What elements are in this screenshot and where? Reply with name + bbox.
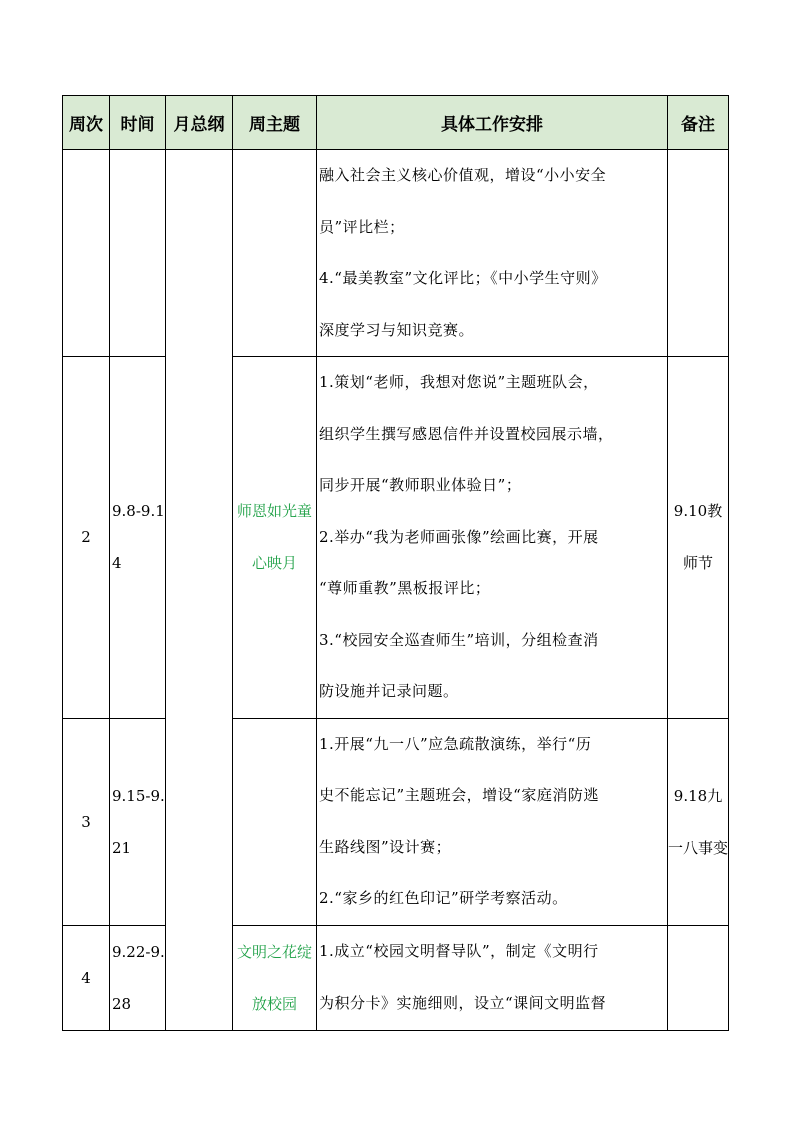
header-week-theme: 周主题 bbox=[233, 96, 317, 150]
work-line: 2.举办“我为老师画张像”绘画比赛，开展 bbox=[319, 527, 599, 546]
note-cell bbox=[668, 150, 729, 357]
note-cell bbox=[668, 925, 729, 1030]
work-line: 防设施并记录问题。 bbox=[319, 682, 459, 700]
theme-cell bbox=[233, 718, 317, 925]
theme-cell: 文明之花绽放校园 bbox=[233, 925, 317, 1030]
table-row bbox=[63, 925, 729, 1030]
header-note: 备注 bbox=[668, 96, 729, 150]
work-cell bbox=[317, 357, 668, 719]
work-cell bbox=[317, 718, 668, 925]
work-line: 3.“校园安全巡查师生”培训，分组检查消 bbox=[319, 630, 599, 649]
work-line: 组织学生撰写感恩信件并设置校园展示墙， bbox=[319, 424, 614, 443]
work-line: 融入社会主义核心价值观，增设“小小安全 bbox=[319, 166, 607, 184]
work-line: 1.策划“老师，我想对您说”主题班队会， bbox=[319, 373, 599, 391]
time-cell: 9.15-9.21 bbox=[110, 718, 166, 925]
work-line: 2.“家乡的红色印记”研学考察活动。 bbox=[319, 889, 568, 907]
time-cell: 9.22-9.28 bbox=[110, 925, 166, 1030]
work-line: “尊师重教”黑板报评比； bbox=[319, 579, 491, 597]
table-header-row bbox=[63, 96, 729, 150]
table-row bbox=[63, 718, 729, 925]
schedule-table bbox=[62, 95, 729, 1031]
work-cell bbox=[317, 150, 668, 357]
month-outline-cell bbox=[166, 150, 233, 1031]
work-line: 史不能忘记”主题班会，增设“家庭消防逃 bbox=[319, 786, 599, 804]
week-cell: 4 bbox=[63, 925, 110, 1030]
week-cell: 3 bbox=[63, 718, 110, 925]
work-line: 4.“最美教室”文化评比；《中小学生守则》 bbox=[319, 269, 607, 287]
theme-cell bbox=[233, 150, 317, 357]
work-line: 生路线图”设计赛； bbox=[319, 837, 452, 856]
work-line: 为积分卡》实施细则，设立“课间文明监督 bbox=[319, 993, 607, 1012]
header-week: 周次 bbox=[63, 96, 110, 150]
table-row bbox=[63, 357, 729, 719]
work-line: 1.开展“九一八”应急疏散演练，举行“历 bbox=[319, 734, 592, 753]
time-cell: 9.8-9.14 bbox=[110, 357, 166, 719]
header-work: 具体工作安排 bbox=[317, 96, 668, 150]
work-line: 同步开展“教师职业体验日”； bbox=[319, 476, 522, 494]
time-cell bbox=[110, 150, 166, 357]
week-cell bbox=[63, 150, 110, 357]
work-line: 1.成立“校园文明督导队”，制定《文明行 bbox=[319, 942, 599, 960]
work-line: 员”评比栏； bbox=[319, 217, 405, 236]
work-line: 深度学习与知识竞赛。 bbox=[319, 320, 475, 339]
header-month-outline: 月总纲 bbox=[166, 96, 233, 150]
work-cell bbox=[317, 925, 668, 1030]
theme-cell: 师恩如光童心映月 bbox=[233, 357, 317, 719]
week-cell: 2 bbox=[63, 357, 110, 719]
table-row bbox=[63, 150, 729, 357]
note-cell: 9.18九一八事变 bbox=[668, 718, 729, 925]
header-time: 时间 bbox=[110, 96, 166, 150]
note-cell: 9.10教师节 bbox=[668, 357, 729, 719]
